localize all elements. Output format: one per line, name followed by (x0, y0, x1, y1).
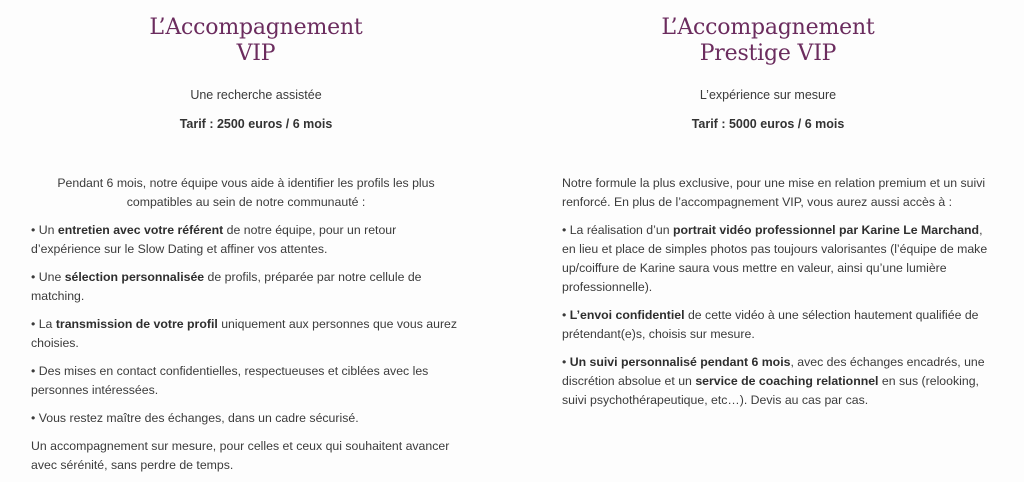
vip-item-contacts: • Des mises en contact confidentielles, respectueuses et ciblées avec les personnes intéressées. (31, 364, 429, 397)
vip-intro: Pendant 6 mois, notre équipe vous aide à identifier les profils les plus compatibles au sein de notre communauté : (57, 176, 435, 209)
prestige-subtitle: L’expérience sur mesure (699, 88, 837, 102)
prestige-item-envoi: • L’envoi confidentiel de cette vidéo à une sélection hautement qualifiée de prétendant(e)s, choisis sur mesure. (562, 308, 979, 341)
vip-item-referent: • Un entretien avec votre référent de notre équipe, pour un retour d’expérience sur le Slow Dating et affiner vos attentes. (31, 223, 397, 256)
prestige-intro: Notre formule la plus exclusive, pour une mise en relation premium et un suivi renforcé. En plus de l’accompagnement VIP, vous aurez aussi accès à : (562, 176, 986, 209)
vip-title-line2: VIP (236, 41, 276, 66)
prestige-item-suivi: • Un suivi personnalisé pendant 6 mois, avec des échanges encadrés, une discrétion absolue et un service de coaching relationnel en sus (relooking, suivi psychothérapeutique, etc…). Devis au cas par cas. (562, 355, 985, 407)
vip-subtitle: Une recherche assistée (190, 88, 322, 102)
prestige-price: Tarif : 5000 euros / 6 mois (691, 117, 845, 131)
prestige-description (562, 174, 992, 410)
vip-offer-title (0, 15, 512, 67)
prestige-title-line2: Prestige VIP (699, 41, 837, 66)
prestige-title-line1: L’Accompagnement (661, 15, 875, 40)
vip-item-control: • Vous restez maître des échanges, dans un cadre sécurisé. (31, 411, 359, 425)
vip-description (31, 174, 461, 475)
vip-item-selection: • Une sélection personnalisée de profils, préparée par notre cellule de matching. (31, 270, 422, 303)
prestige-vip-offer-title (512, 15, 1024, 67)
vip-price: Tarif : 2500 euros / 6 mois (179, 117, 333, 131)
vip-title-line1: L’Accompagnement (149, 15, 363, 40)
prestige-item-portrait: • La réalisation d’un portrait vidéo professionnel par Karine Le Marchand, en lieu et place de simples photos pas toujours valorisantes (l’équipe de make up/coiffure de Karine saura vous mettre en valeur, ainsi qu’une lumière professionnelle). (562, 223, 988, 294)
vip-outro: Un accompagnement sur mesure, pour celles et ceux qui souhaitent avancer avec sérénité, sans perdre de temps. (31, 439, 450, 472)
vip-item-transmission: • La transmission de votre profil uniquement aux personnes que vous aurez choisies. (31, 317, 458, 350)
